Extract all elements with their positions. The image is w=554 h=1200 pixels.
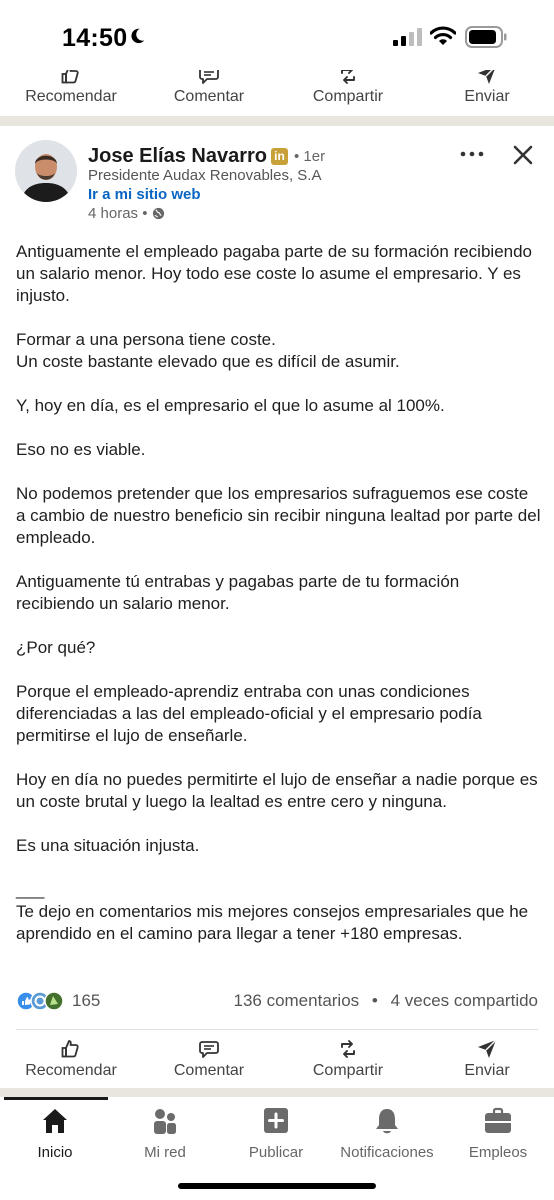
send-label: Enviar xyxy=(464,1062,510,1079)
home-icon xyxy=(40,1107,70,1135)
send-icon xyxy=(476,1038,498,1060)
comment-button[interactable] xyxy=(139,1038,279,1080)
network-icon xyxy=(150,1107,180,1135)
send-label: Enviar xyxy=(464,88,510,105)
post-plus-icon xyxy=(261,1107,291,1135)
cellular-signal-icon xyxy=(393,28,423,46)
post-paragraph: Eso no es viable. xyxy=(16,440,146,459)
post-paragraph: Antiguamente el empleado pagaba parte de su formación recibiendo un salario menor. Hoy todo ese coste lo asume el empresario. Y es injusto. xyxy=(16,242,533,305)
share-label: Compartir xyxy=(312,1062,384,1079)
active-tab-indicator xyxy=(4,1097,108,1100)
share-button[interactable] xyxy=(278,1038,418,1080)
tab-label: Mi red xyxy=(144,1144,186,1161)
comment-icon xyxy=(198,70,220,86)
comment-label: Comentar xyxy=(173,88,245,105)
post-paragraph: Antiguamente tú entrabas y pagabas parte de tu formación recibiendo un salario menor. xyxy=(16,572,460,613)
post-paragraph: Hoy en día no puedes permitirte el lujo de enseñar a nadie porque es un coste brutal y luego la lealtad es entre cero y ninguna. xyxy=(16,770,538,811)
dot-separator: • xyxy=(371,991,378,1010)
share-count[interactable]: 4 veces compartido xyxy=(390,991,538,1010)
social-counts xyxy=(16,989,538,1013)
tab-network[interactable] xyxy=(110,1107,220,1161)
post-paragraph: Formar a una persona tiene coste. Un coste bastante elevado que es difícil de asumir. xyxy=(16,330,400,371)
status-time: 14:50 xyxy=(62,24,128,52)
bell-icon xyxy=(372,1107,402,1135)
reaction-count[interactable]: 165 xyxy=(72,991,101,1010)
thumbs-up-icon xyxy=(60,70,82,86)
author-avatar[interactable] xyxy=(15,140,77,202)
divider xyxy=(16,1029,538,1030)
tab-label: Inicio xyxy=(37,1144,73,1161)
comment-icon xyxy=(198,1038,220,1060)
wifi-icon xyxy=(430,25,456,47)
share-label: Compartir xyxy=(312,88,384,105)
close-icon[interactable] xyxy=(510,142,536,168)
briefcase-icon xyxy=(483,1107,513,1135)
author-headline: Presidente Audax Renovables, S.A xyxy=(88,167,322,184)
author-name[interactable]: Jose Elías Navarro xyxy=(88,144,267,167)
comments-shares xyxy=(233,991,538,1011)
reactions-icon[interactable] xyxy=(16,989,66,1013)
tab-label: Publicar xyxy=(248,1144,304,1161)
feed-separator xyxy=(0,1088,554,1097)
linkedin-badge-icon: in xyxy=(271,148,288,165)
post-paragraph: Es una situación injusta. xyxy=(16,836,200,855)
globe-icon xyxy=(152,207,165,220)
post-body xyxy=(16,241,541,945)
post-actions xyxy=(0,1038,554,1088)
previous-post-actions xyxy=(0,70,554,116)
recommend-label: Recomendar xyxy=(25,1062,117,1079)
more-options-icon[interactable] xyxy=(458,140,486,168)
avatar-photo xyxy=(15,140,77,202)
share-button[interactable] xyxy=(278,70,418,106)
tab-label: Notificaciones xyxy=(340,1144,434,1161)
author-line xyxy=(88,143,325,169)
send-button[interactable] xyxy=(417,1038,554,1080)
post-closing: ___ Te dejo en comentarios mis mejores consejos empresariales que he aprendido en el camino para llegar a tener +180 empresas. xyxy=(16,880,529,943)
comment-button[interactable] xyxy=(139,70,279,106)
recommend-label: Recomendar xyxy=(25,88,117,105)
post-time: 4 horas • xyxy=(88,205,148,222)
feed-separator xyxy=(0,116,554,126)
post-paragraph: Porque el empleado-aprendiz entraba con unas condiciones diferenciadas a las del empleado-oficial y el empresario podía permitirse el lujo de enseñarle. xyxy=(16,682,482,745)
home-indicator xyxy=(178,1183,376,1189)
repost-icon xyxy=(337,1038,359,1060)
recommend-button[interactable] xyxy=(1,70,141,106)
send-icon xyxy=(476,70,498,86)
post-paragraph: Y, hoy en día, es el empresario el que lo asume al 100%. xyxy=(16,396,445,415)
post-paragraph: ¿Por qué? xyxy=(16,638,96,657)
post-paragraph: No podemos pretender que los empresarios sufraguemos ese coste a cambio de nuestro beneficio sin recibir ninguna lealtad por parte del empleado. xyxy=(16,484,541,547)
thumbs-up-icon xyxy=(60,1038,82,1060)
tab-home[interactable] xyxy=(0,1107,110,1161)
website-link[interactable]: Ir a mi sitio web xyxy=(88,186,201,203)
moon-icon xyxy=(128,27,146,45)
comment-count[interactable]: 136 comentarios xyxy=(233,991,360,1010)
post-meta xyxy=(88,205,165,222)
tab-jobs[interactable] xyxy=(443,1107,553,1161)
send-button[interactable] xyxy=(417,70,554,106)
tab-post[interactable] xyxy=(221,1107,331,1161)
comment-label: Comentar xyxy=(173,1062,245,1079)
tab-notifications[interactable] xyxy=(332,1107,442,1161)
battery-icon xyxy=(465,26,507,48)
repost-icon xyxy=(337,70,359,86)
connection-degree: • 1er xyxy=(294,147,326,165)
tab-label: Empleos xyxy=(468,1144,528,1161)
recommend-button[interactable] xyxy=(1,1038,141,1080)
status-bar xyxy=(0,0,554,72)
